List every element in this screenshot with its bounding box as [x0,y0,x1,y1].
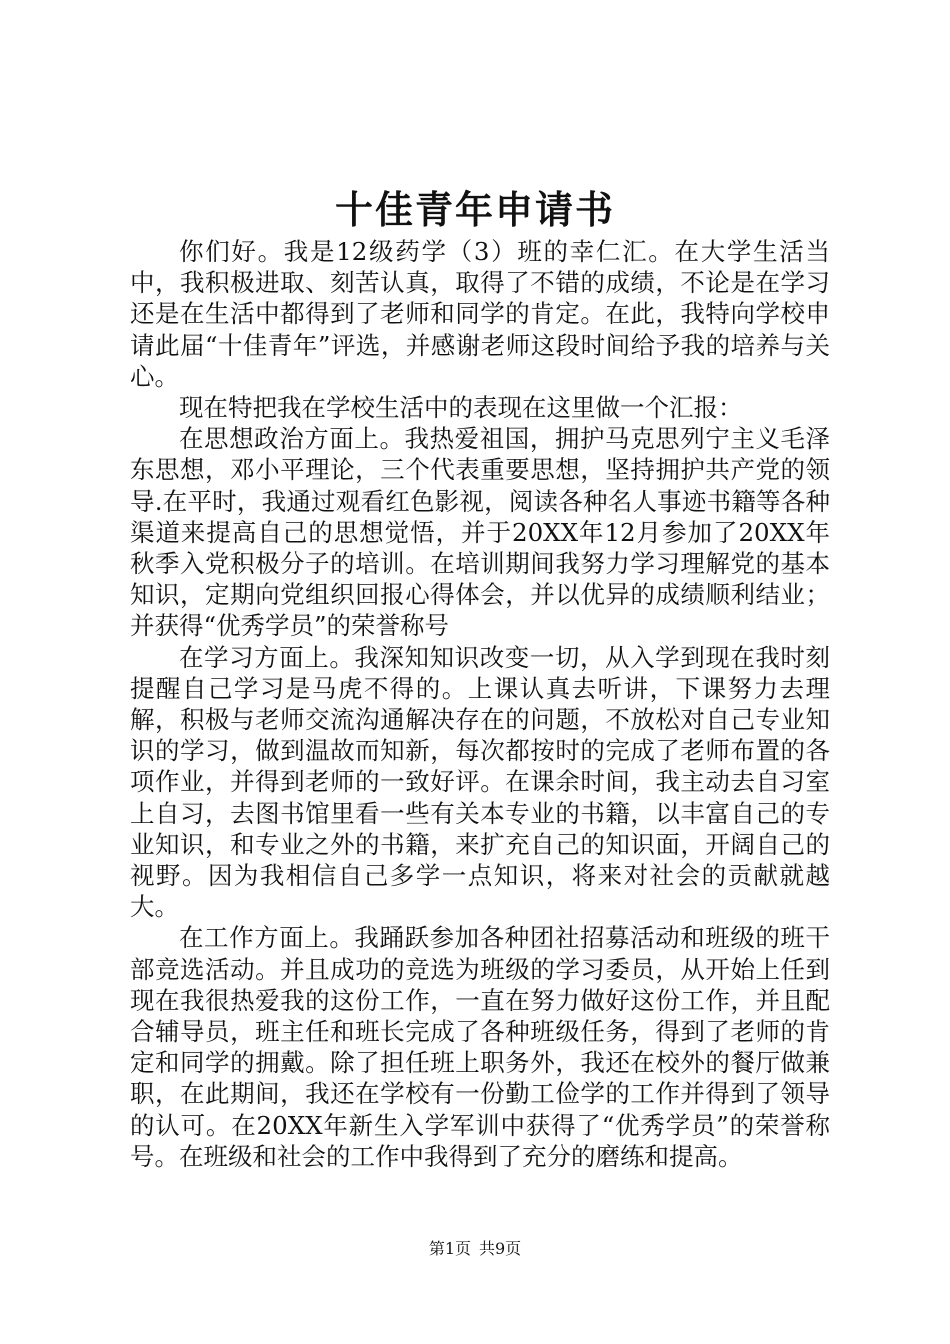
page-footer [0,1238,950,1260]
paragraph-study: 在学习方面上。我深知知识改变一切，从入学到现在我时刻提醒自己学习是马虎不得的。上课认真去听讲，下课努力去理解，积极与老师交流沟通解决存在的问题，不放松对自己专业知识的学习，做到温故而知新，每次都按时的完成了老师布置的各项作业，并得到老师的一致好评。在课余时间，我主动去自习室上自习，去图书馆里看一些有关本专业的书籍，以丰富自己的专业知识，和专业之外的书籍，来扩充自己的知识面，开阔自己的视野。因为我相信自己多学一点知识，将来对社会的贡献就越大。 [130,642,830,922]
page-number-current: 第1页 [428,1239,471,1258]
document-title: 十佳青年申请书 [334,187,615,232]
document-body [130,236,830,1172]
page-number-total: 共9页 [479,1239,522,1258]
paragraph-political: 在思想政治方面上。我热爱祖国，拥护马克思列宁主义毛泽东思想，邓小平理论，三个代表重要思想，坚持拥护共产党的领导.在平时，我通过观看红色影视，阅读各种名人事迹书籍等各种渠道来提高自己的思想觉悟，并于20XX年12月参加了20XX年秋季入党积极分子的培训。在培训期间我努力学习理解党的基本知识，定期向党组织回报心得体会，并以优异的成绩顺利结业；并获得“优秀学员”的荣誉称号 [130,424,830,641]
paragraph-work: 在工作方面上。我踊跃参加各种团社招募活动和班级的班干部竞选活动。并且成功的竞选为班级的学习委员，从开始上任到现在我很热爱我的这份工作，一直在努力做好这份工作，并且配合辅导员，班主任和班长完成了各种班级任务，得到了老师的肯定和同学的拥戴。除了担任班上职务外，我还在校外的餐厅做兼职，在此期间，我还在学校有一份勤工俭学的工作并得到了领导的认可。在20XX年新生入学军训中获得了“优秀学员”的荣誉称号。在班级和社会的工作中我得到了充分的磨练和提高。 [130,923,830,1171]
paragraph-intro: 你们好。我是12级药学（3）班的幸仁汇。在大学生活当中，我积极进取、刻苦认真，取得了不错的成绩，不论是在学习还是在生活中都得到了老师和同学的肯定。在此，我特向学校申请此届“十佳青年”评选，并感谢老师这段时间给予我的培养与关心。 [130,237,830,391]
paragraph-report-lead: 现在特把我在学校生活中的表现在这里做一个汇报： [179,393,743,423]
